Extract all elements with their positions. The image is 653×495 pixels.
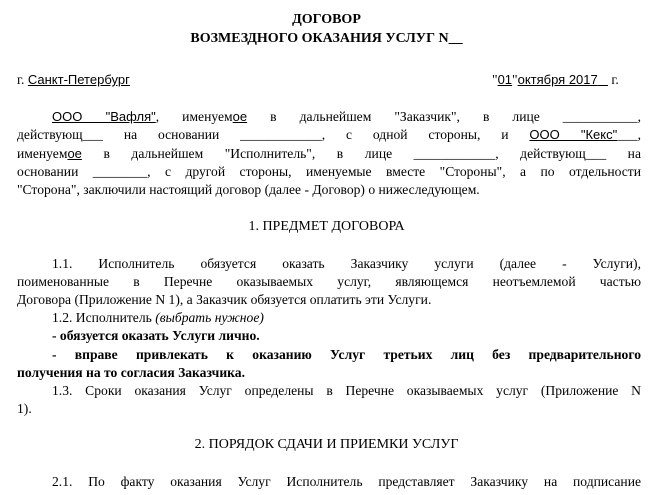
city-field: Санкт-Петербург [27, 72, 130, 87]
clause-1-1-line-3: Договора (Приложение N 1), а Заказчик обязуется оплатить эти Услуги. [17, 292, 432, 307]
date-month-year-field: октября 2017 [517, 72, 598, 87]
date-quote-open: " [492, 72, 498, 87]
clause-1-2-option-2-line-1: - вправе привлекать к оказанию Услуг третьих лиц без предварительного [52, 347, 641, 362]
date-line [492, 71, 619, 89]
clause-1-1-line-1: 1.1. Исполнитель обязуется оказать Заказчику услуги (далее - Услуги), [52, 256, 641, 271]
document-title: ДОГОВОР [292, 12, 361, 27]
preamble-line-3: именуемое в дальнейшем "Исполнитель", в лице ____________, действующ___ на [17, 146, 641, 161]
clause-1-2-option-2-line-2: получения на то согласия Заказчика. [17, 365, 245, 380]
preamble-line-1: ООО "Вафля", именуемое в дальнейшем "Заказчик", в лице ___________, [52, 109, 641, 124]
clause-1-3-line-1: 1.3. Сроки оказания Услуг определены в Перечне оказываемых услуг (Приложение N [52, 383, 641, 398]
clause-1-2-option-1: - обязуется оказать Услуги лично. [52, 328, 260, 343]
choose-hint: (выбрать нужное) [155, 310, 264, 325]
document-subtitle: ВОЗМЕЗДНОГО ОКАЗАНИЯ УСЛУГ N__ [190, 31, 463, 46]
preamble-line-5: "Сторона", заключили настоящий договор (далее - Договор) о нижеследующем. [17, 182, 480, 197]
date-suffix: г. [611, 72, 619, 87]
contractor-company-field: ООО "Кекс" [529, 127, 618, 142]
clause-1-3-line-2: 1). [17, 401, 32, 416]
date-day-field: 01 [497, 72, 513, 87]
date-quote-close: " [512, 72, 518, 87]
city-prefix: г. [17, 72, 25, 87]
customer-company-field: ООО "Вафля" [52, 109, 156, 124]
city-line [17, 71, 130, 89]
preamble-line-2: действующ___ на основании ____________, с одной стороны, и ООО "Кекс"___, [17, 127, 641, 142]
section-2-heading: 2. ПОРЯДОК СДАЧИ И ПРИЕМКИ УСЛУГ [194, 437, 459, 452]
clause-1-1-line-2: поименованные в Перечне оказываемых услуг, являющемся неотъемлемой частью [17, 274, 641, 289]
section-1-heading: 1. ПРЕДМЕТ ДОГОВОРА [248, 219, 405, 234]
clause-1-2: 1.2. Исполнитель (выбрать нужное) [52, 310, 264, 325]
preamble-line-4: основании ________, с другой стороны, именуемые вместе "Стороны", а по отдельности [17, 164, 641, 179]
clause-2-1-line-1: 2.1. По факту оказания Услуг Исполнитель представляет Заказчику на подписание [52, 474, 641, 489]
